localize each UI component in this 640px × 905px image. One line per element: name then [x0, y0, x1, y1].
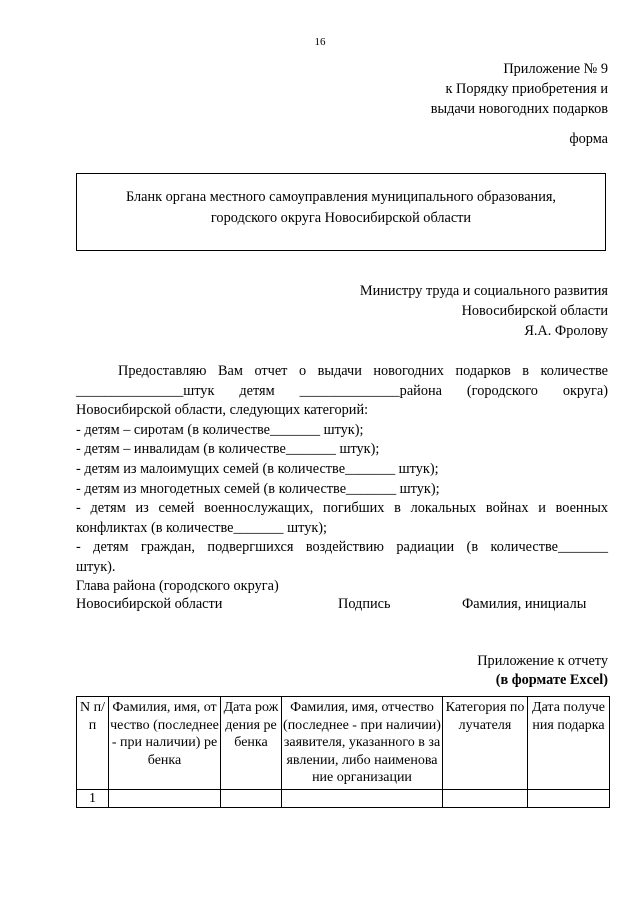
blank-box	[76, 173, 606, 251]
header-category: Категория получателя	[443, 697, 528, 790]
category-large-families: - детям из многодетных семей (в количестве_______ штук);	[76, 480, 440, 497]
category-low-income: - детям из малоимущих семей (в количестве_______ штук);	[76, 460, 439, 477]
category-orphans: - детям – сиротам (в количестве_______ штук);	[76, 421, 364, 438]
table-cell	[528, 789, 610, 808]
appendix-line-2: к Порядку приобретения и	[445, 81, 608, 97]
blank-box-line-2: городского округа Новосибирской области	[210, 209, 472, 226]
table-row	[77, 789, 610, 808]
blank-box-line-1: Бланк органа местного самоуправления муниципального образования,	[125, 189, 557, 205]
table-cell	[282, 789, 443, 808]
signature-row	[76, 596, 608, 615]
report-appendix-format: (в формате Excel)	[495, 672, 608, 688]
body-line-1: Предоставляю Вам отчет о выдачи новогодних подарков в количестве	[118, 363, 608, 379]
addressee-line-3: Я.А. Фролову	[524, 323, 608, 339]
category-radiation-line-1: - детям граждан, подвергшихся воздействию радиации (в количестве_______	[76, 539, 608, 556]
appendix-header	[431, 59, 608, 119]
category-military-line-2: конфликтах (в количестве_______ штук);	[76, 519, 328, 536]
table-cell	[221, 789, 282, 808]
category-disabled: - детям – инвалидам (в количестве_______ штук);	[76, 441, 380, 458]
header-number: N п/п	[77, 697, 109, 790]
body-line-3: Новосибирской области, следующих категорий:	[76, 402, 369, 419]
addressee-block	[360, 281, 608, 341]
category-military-line-1: - детям из семей военнослужащих, погибших в локальных войнах и военных	[76, 500, 608, 517]
page-number: 16	[314, 36, 326, 48]
appendix-line-1: Приложение № 9	[503, 61, 608, 77]
table-header-row	[77, 697, 610, 790]
header-birth-date: Дата рождения ребенка	[221, 697, 282, 790]
table-cell: 1	[77, 789, 109, 808]
table-cell	[109, 789, 221, 808]
form-label: форма	[569, 131, 608, 147]
appendix-line-3: выдачи новогодних подарков	[430, 101, 608, 117]
signature-label: Подпись	[338, 596, 391, 612]
header-gift-date: Дата получения подарка	[528, 697, 610, 790]
table-cell	[443, 789, 528, 808]
signature-title: Глава района (городского округа)	[76, 578, 279, 594]
body-line-2: _______________штук детям ______________района (городского округа)	[76, 382, 608, 399]
signature-region: Новосибирской области	[76, 596, 223, 612]
addressee-line-2: Новосибирской области	[461, 303, 608, 319]
category-radiation-line-2: штук).	[76, 558, 116, 575]
report-table	[76, 696, 610, 808]
report-body	[76, 362, 608, 578]
header-child-name: Фамилия, имя, отчество (последнее - при наличии) ребенка	[109, 697, 221, 790]
report-appendix-title: Приложение к отчету	[477, 653, 608, 669]
header-applicant: Фамилия, имя, отчество (последнее - при наличии) заявителя, указанного в заявлении, либо наименование организации	[282, 697, 443, 790]
name-initials-label: Фамилия, инициалы	[462, 596, 587, 612]
addressee-line-1: Министру труда и социального развития	[359, 283, 608, 299]
